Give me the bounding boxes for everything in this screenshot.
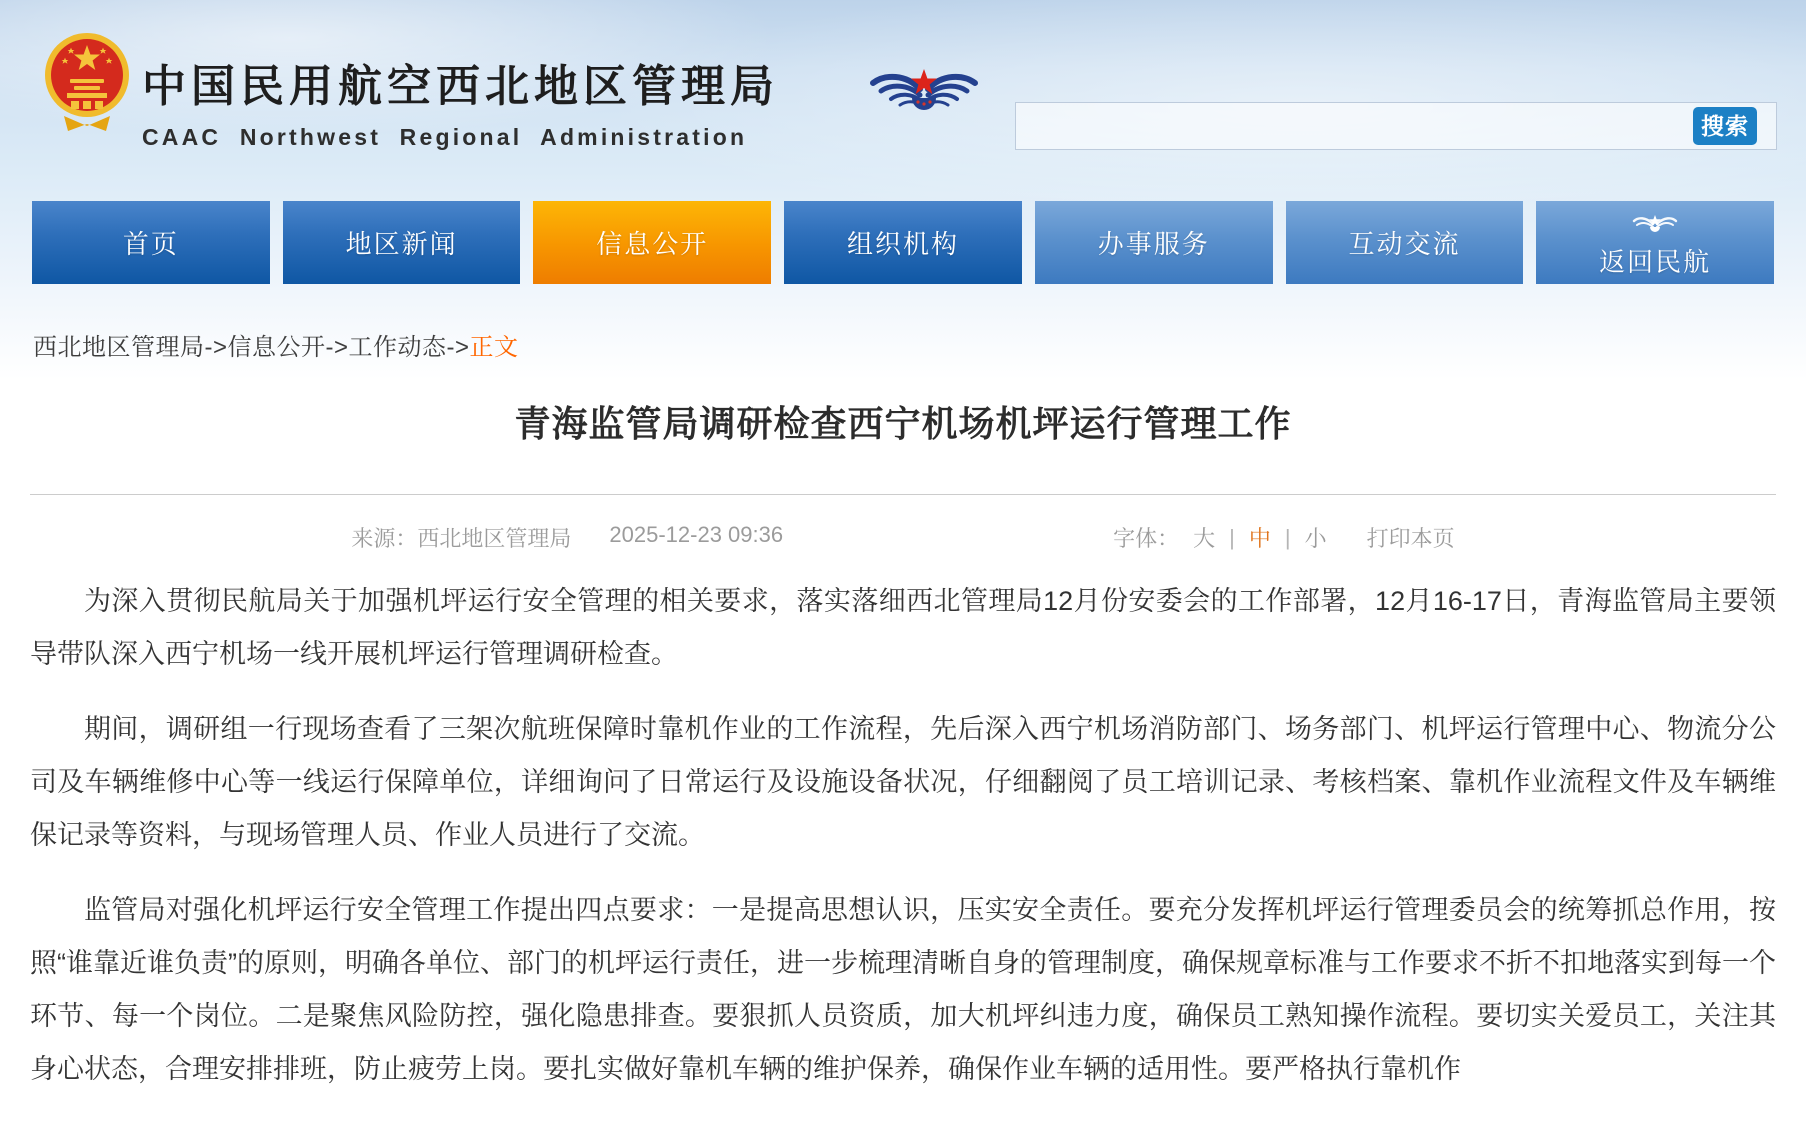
meta-datetime: 2025-12-23 09:36	[609, 522, 784, 547]
meta-separator: |	[1284, 524, 1291, 550]
article-paragraph: 期间，调研组一行现场查看了三架次航班保障时靠机作业的工作流程，先后深入西宁机场消防部门、场务部门、机坪运行管理中心、物流分公司及车辆维修中心等一线运行保障单位，详细询问了日常运行及设施设备状况，仔细翻阅了员工培训记录、考核档案、靠机作业流程文件及车辆维保记录等资料，与现场管理人员、作业人员进行了交流。	[30, 714, 1776, 850]
national-emblem-icon	[44, 30, 130, 139]
site-subtitle: CAAC Northwest Regional Administration	[142, 124, 748, 150]
font-size-large-button[interactable]: 大	[1193, 526, 1216, 551]
article-paragraph: 监管局对强化机坪运行安全管理工作提出四点要求：一是提高思想认识，压实安全责任。要充分发挥机坪运行管理委员会的统筹抓总作用，按照“谁靠近谁负责”的原则，明确各单位、部门的机坪运行责任，进一步梳理清晰自身的管理制度，确保规章标准与工作要求不折不扣地落实到每一个环节、每一个岗位。二是聚焦风险防控，强化隐患排查。要狠抓人员资质，加大机坪纠违力度，确保员工熟知操作流程。要切实关爱员工，关注其身心状态，合理安排排班，防止疲劳上岗。要扎实做好靠机车辆的维护保养，确保作业车辆的适用性。要严格执行靠机作	[30, 895, 1776, 1084]
wing-icon	[1632, 210, 1678, 241]
meta-source	[351, 522, 571, 553]
page-header	[0, 0, 1806, 380]
meta-font-label: 字体：	[1113, 526, 1180, 551]
meta-source-label: 来源：	[351, 526, 418, 551]
article-body	[30, 575, 1776, 1096]
article-meta	[30, 522, 1776, 553]
font-size-small-button[interactable]: 小	[1304, 526, 1327, 551]
breadcrumb-link-work-dynamics[interactable]: 工作动态	[348, 334, 447, 361]
meta-source-value: 西北地区管理局	[417, 526, 572, 551]
nav-tab-regional-news[interactable]: 地区新闻	[283, 201, 521, 284]
nav-tab-services[interactable]: 办事服务	[1035, 201, 1273, 284]
search-button[interactable]: 搜索	[1693, 107, 1757, 145]
breadcrumb-separator: ->	[204, 334, 228, 361]
breadcrumb-current: 正文	[469, 334, 519, 361]
breadcrumb-separator: ->	[325, 334, 349, 361]
site-logo[interactable]	[44, 30, 130, 139]
search-input[interactable]	[1016, 103, 1693, 149]
nav-tab-information-disclosure[interactable]: 信息公开	[533, 201, 771, 284]
nav-tab-label: 返回民航	[1599, 247, 1712, 277]
brand-text	[142, 50, 779, 151]
nav-tab-return-caac[interactable]	[1536, 201, 1774, 284]
title-divider	[30, 494, 1776, 495]
font-size-medium-button[interactable]: 中	[1248, 526, 1271, 551]
article-paragraph: 为深入贯彻民航局关于加强机坪运行安全管理的相关要求，落实落细西北管理局12月份安委会的工作部署，12月16-17日，青海监管局主要领导带队深入西宁机场一线开展机坪运行管理调研检查。	[30, 586, 1776, 669]
breadcrumb-separator: ->	[446, 334, 470, 361]
site-title: 中国民用航空西北地区管理局	[142, 62, 779, 111]
breadcrumb-link-administration[interactable]: 西北地区管理局	[33, 334, 205, 361]
meta-separator: |	[1229, 524, 1235, 550]
breadcrumb-link-information[interactable]: 信息公开	[227, 334, 326, 361]
meta-source-group	[351, 522, 783, 553]
meta-font-group	[1113, 522, 1455, 553]
print-page-button[interactable]: 打印本页	[1366, 526, 1455, 551]
nav-tab-interaction[interactable]: 互动交流	[1286, 201, 1524, 284]
breadcrumb	[33, 327, 519, 362]
main-nav	[32, 201, 1774, 284]
caac-wings-icon	[868, 64, 980, 127]
article-title: 青海监管局调研检查西宁机场机坪运行管理工作	[514, 403, 1292, 444]
nav-tab-organization[interactable]: 组织机构	[784, 201, 1022, 284]
article-content	[0, 396, 1806, 1096]
search-bar	[1015, 102, 1777, 150]
nav-tab-home[interactable]: 首页	[32, 201, 270, 284]
